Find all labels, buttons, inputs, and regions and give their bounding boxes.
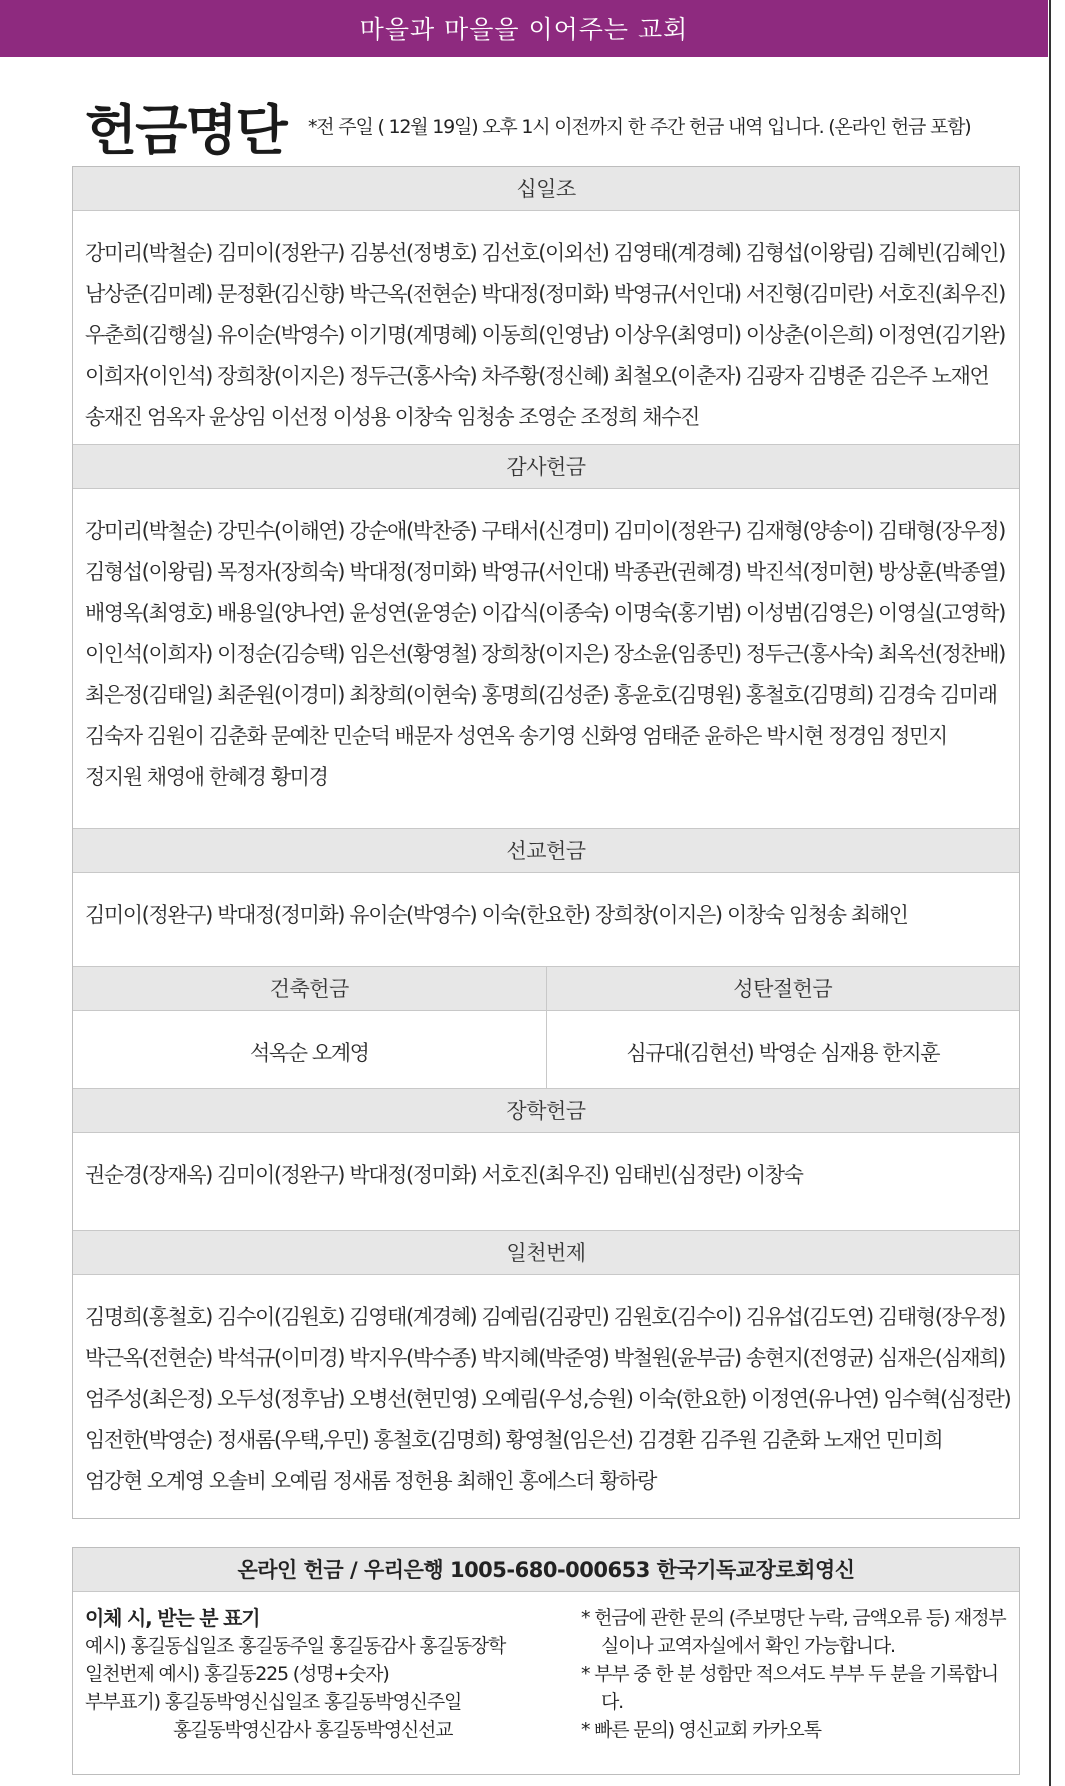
- name-line: 배영옥(최영호) 배용일(양나연) 윤성연(윤영순) 이갑식(이종숙) 이명숙(홍기범) 이성범(김영은) 이영실(고영학): [85, 601, 1005, 625]
- name-line: 강미리(박철순) 김미이(정완구) 김봉선(정병호) 김선호(이외선) 김영태(계경혜) 김형섭(이왕림) 김혜빈(김혜인): [85, 241, 1005, 265]
- section-header-tithe: 십일조: [73, 167, 1019, 211]
- section-body-scholarship: [73, 1133, 1019, 1230]
- name-line: 김명희(홍철호) 김수이(김원호) 김영태(계경혜) 김예림(김광민) 김원호(김수이) 김유섭(김도연) 김태형(장우정): [85, 1305, 1005, 1329]
- transfer-heading: 이체 시, 받는 분 표기: [85, 1606, 260, 1630]
- note-item: * 부부 중 한 분 성함만 적으셔도 부부 두 분을 기록합니다.: [581, 1663, 998, 1713]
- section-body-mission: [73, 873, 1019, 966]
- section-body-tithe: [73, 211, 1019, 444]
- name-line: 김형섭(이왕림) 목정자(장희숙) 박대정(정미화) 박영규(서인대) 박종관(권혜경) 박진석(정미현) 방상훈(박종열): [85, 560, 1005, 584]
- page-edge-rule: [1049, 0, 1051, 1786]
- transfer-example: 부부표기) 홍길동박영신십일조 홍길동박영신주일: [85, 1691, 462, 1713]
- note-item: * 헌금에 관한 문의 (주보명단 누락, 금액오류 등) 재정부실이나 교역자실에서 확인 가능합니다.: [581, 1607, 1006, 1657]
- transfer-instructions: [85, 1604, 645, 1744]
- transfer-example: 홍길동박영신감사 홍길동박영신선교: [173, 1719, 453, 1741]
- transfer-example: 예시) 홍길동십일조 홍길동주일 홍길동감사 홍길동장학: [85, 1635, 506, 1657]
- section-header-building: 건축헌금: [73, 967, 546, 1011]
- name-line: 김미이(정완구) 박대정(정미화) 유이순(박영수) 이숙(한요한) 장희창(이지은) 이창숙 임청송 최해인: [85, 903, 908, 927]
- note-item: * 빠른 문의) 영신교회 카카오톡: [581, 1719, 821, 1741]
- period-note: *전 주일 ( 12월 19일) 오후 1시 이전까지 한 주간 헌금 내역 입니다. (온라인 헌금 포함): [308, 116, 971, 138]
- section-header-mission: 선교헌금: [73, 828, 1019, 873]
- section-body-christmas: 심규대(김현선) 박영순 심재용 한지훈: [626, 1041, 940, 1065]
- name-line: 최은정(김태일) 최준원(이경미) 최창희(이현숙) 홍명희(김성준) 홍윤호(김명원) 홍철호(김명희) 김경숙 김미래: [85, 683, 997, 707]
- section-header-christmas: 성탄절헌금: [547, 967, 1020, 1011]
- name-line: 엄강현 오계영 오솔비 오예림 정새롬 정헌용 최해인 홍에스더 황하랑: [85, 1469, 657, 1493]
- name-line: 강미리(박철순) 강민수(이해연) 강순애(박찬중) 구태서(신경미) 김미이(정완구) 김재형(양송이) 김태형(장우정): [85, 519, 1005, 543]
- transfer-example: 일천번제 예시) 홍길동225 (성명+숫자): [85, 1663, 389, 1685]
- section-building: [73, 967, 547, 1088]
- name-line: 우춘희(김행실) 유이순(박영수) 이기명(계명혜) 이동희(인영남) 이상우(최영미) 이상춘(이은희) 이정연(김기완): [85, 323, 1005, 347]
- section-header-thanks: 감사헌금: [73, 444, 1019, 489]
- section-body-building: 석옥순 오계영: [249, 1041, 369, 1065]
- church-slogan-banner: 마을과 마을을 이어주는 교회: [0, 0, 1048, 57]
- name-line: 송재진 엄옥자 윤상임 이선정 이성용 이창숙 임청송 조영순 조정희 채수진: [85, 405, 700, 429]
- split-sections: [73, 966, 1019, 1088]
- section-christmas: [547, 967, 1020, 1088]
- name-line: 남상준(김미례) 문정환(김신향) 박근옥(전현순) 박대정(정미화) 박영규(서인대) 서진형(김미란) 서호진(최우진): [85, 282, 1005, 306]
- name-line: 이인석(이희자) 이정순(김승택) 임은선(황영철) 장희창(이지은) 장소윤(임종민) 정두근(홍사숙) 최옥선(정찬배): [85, 642, 1005, 666]
- section-body-thanks: [73, 489, 1019, 828]
- name-line: 임전한(박영순) 정새롬(우택,우민) 홍철호(김명희) 황영철(임은선) 김경환 김주원 김춘화 노재언 민미희: [85, 1428, 943, 1452]
- page-title: 헌금명단: [85, 99, 286, 162]
- name-line: 김숙자 김원이 김춘화 문예찬 민순덕 배문자 성연옥 송기영 신화영 엄태준 윤하은 박시현 정경임 정민지: [85, 724, 947, 748]
- section-header-ilcheon: 일천번제: [73, 1230, 1019, 1275]
- bank-account-header: 온라인 헌금 / 우리은행 1005-680-000653 한국기독교장로회영신: [73, 1548, 1019, 1592]
- name-line: 박근옥(전현순) 박석규(이미경) 박지우(박수종) 박지혜(박준영) 박철원(윤부금) 송현지(전영균) 심재은(심재희): [85, 1346, 1005, 1370]
- name-line: 이희자(이인석) 장희창(이지은) 정두근(홍사숙) 차주황(정신혜) 최철오(이춘자) 김광자 김병준 김은주 노재언: [85, 364, 989, 388]
- offering-list: [72, 166, 1020, 1519]
- online-offering-box: [72, 1547, 1020, 1775]
- name-line: 엄주성(최은정) 오두성(정후남) 오병선(현민영) 오예림(우성,승원) 이숙(한요한) 이정연(유나연) 임수혁(심정란): [85, 1387, 1011, 1411]
- name-line: 권순경(장재옥) 김미이(정완구) 박대정(정미화) 서호진(최우진) 임태빈(심정란) 이창숙: [85, 1163, 803, 1187]
- offering-notes: [581, 1604, 1011, 1744]
- section-header-scholarship: 장학헌금: [73, 1088, 1019, 1133]
- name-line: 정지원 채영애 한혜경 황미경: [85, 765, 328, 789]
- section-body-ilcheon: [73, 1275, 1019, 1518]
